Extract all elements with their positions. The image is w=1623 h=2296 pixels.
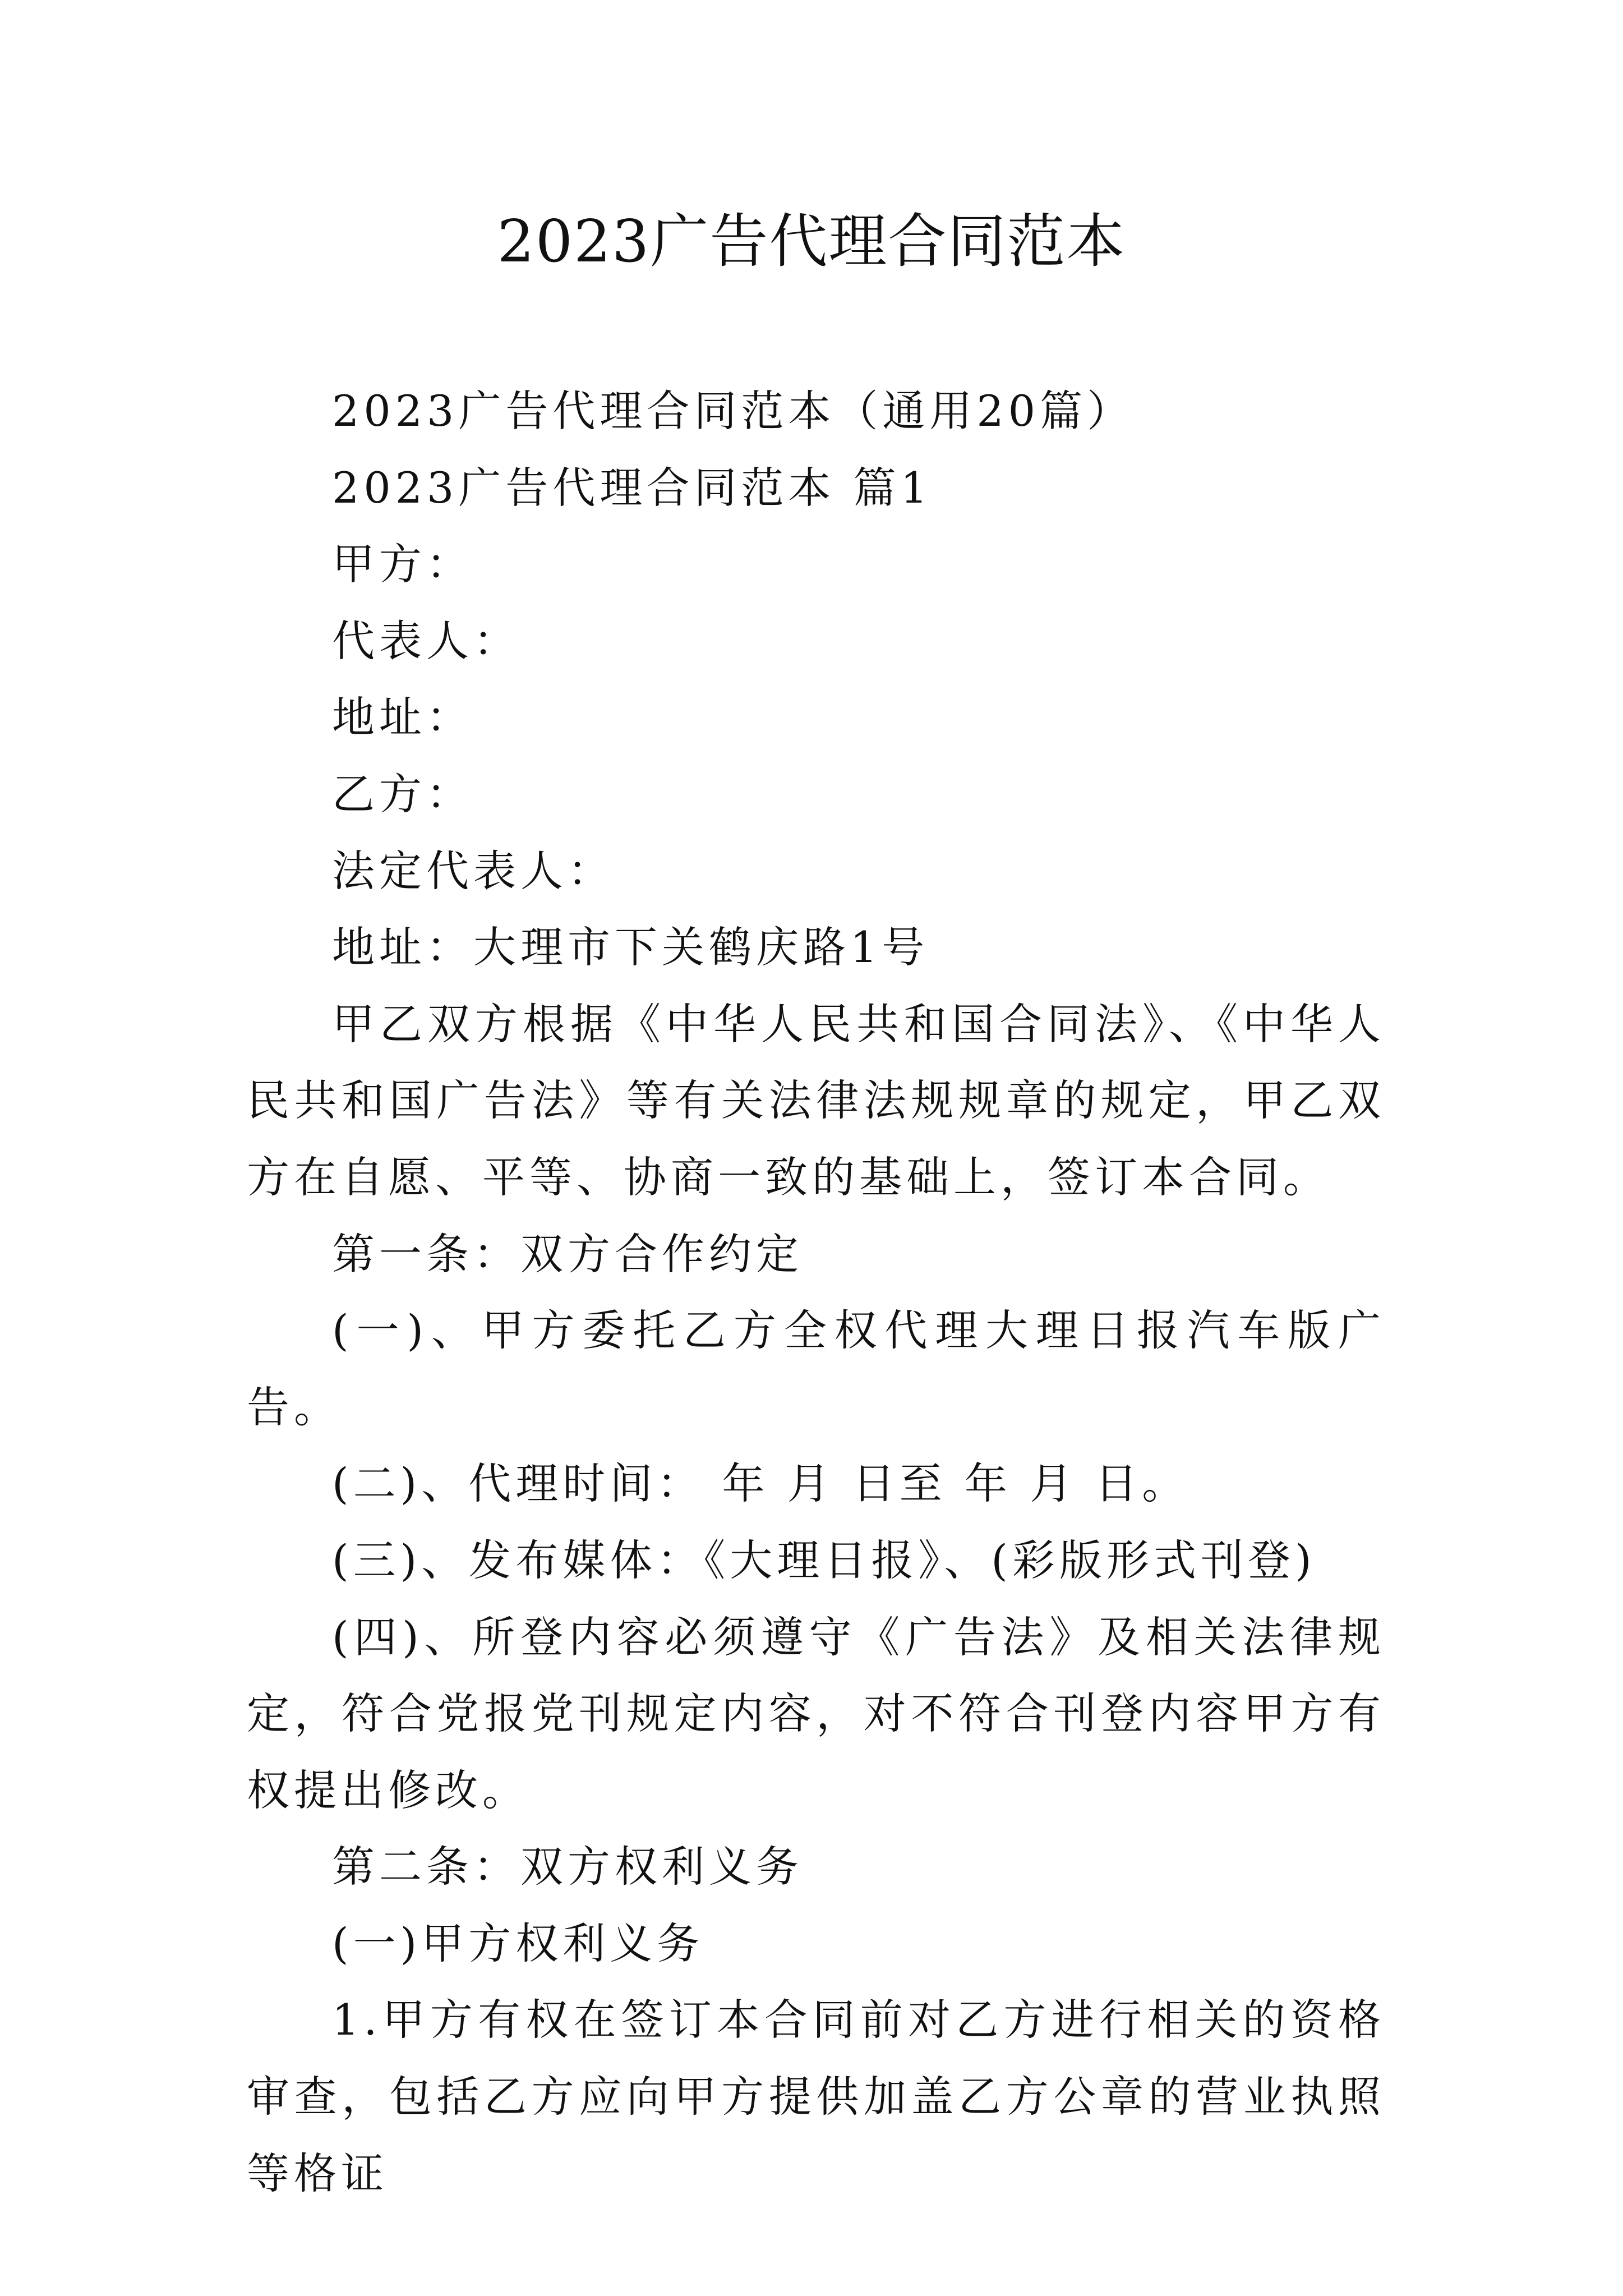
- paragraph: 法定代表人：: [332, 845, 615, 896]
- paragraph: (二)、代理时间： 年 月 日至 年 月 日。: [332, 1458, 1189, 1509]
- paragraph: 甲乙双方根据《中华人民共和国合同法》、《中华人民共和国广告法》等有关法律法规规章的规定，甲乙双方在自愿、平等、协商一致的基础上，签订本合同。: [247, 999, 1385, 1202]
- paragraph: (一)、甲方委托乙方全权代理大理日报汽车版广告。: [247, 1305, 1385, 1432]
- paragraph: 甲方：: [332, 539, 473, 590]
- paragraph: 乙方：: [332, 769, 473, 819]
- paragraph: 2023广告代理合同范本（通用20篇）: [332, 386, 1135, 436]
- paragraph: 2023广告代理合同范本 篇1: [332, 462, 932, 513]
- paragraph: 1.甲方有权在签订本合同前对乙方进行相关的资格审查，包括乙方应向甲方提供加盖乙方公章的营业执照等格证: [247, 1995, 1385, 2198]
- paragraph: 地址：: [332, 692, 473, 743]
- document-title: 2023广告代理合同范本: [497, 207, 1126, 275]
- paragraph: 代表人：: [332, 615, 520, 666]
- paragraph: 第一条：双方合作约定: [332, 1228, 803, 1279]
- document-body: [247, 373, 1385, 2212]
- paragraph: (一)甲方权利义务: [332, 1918, 704, 1968]
- paragraph: 地址：大理市下关鹤庆路1号: [332, 922, 929, 973]
- paragraph: (三)、发布媒体：《大理日报》、(彩版形式刊登): [332, 1535, 1316, 1585]
- paragraph: 第二条：双方权利义务: [332, 1842, 803, 1892]
- paragraph: (四)、所登内容必须遵守《广告法》及相关法律规定，符合党报党刊规定内容，对不符合刊登内容甲方有权提出修改。: [247, 1612, 1385, 1815]
